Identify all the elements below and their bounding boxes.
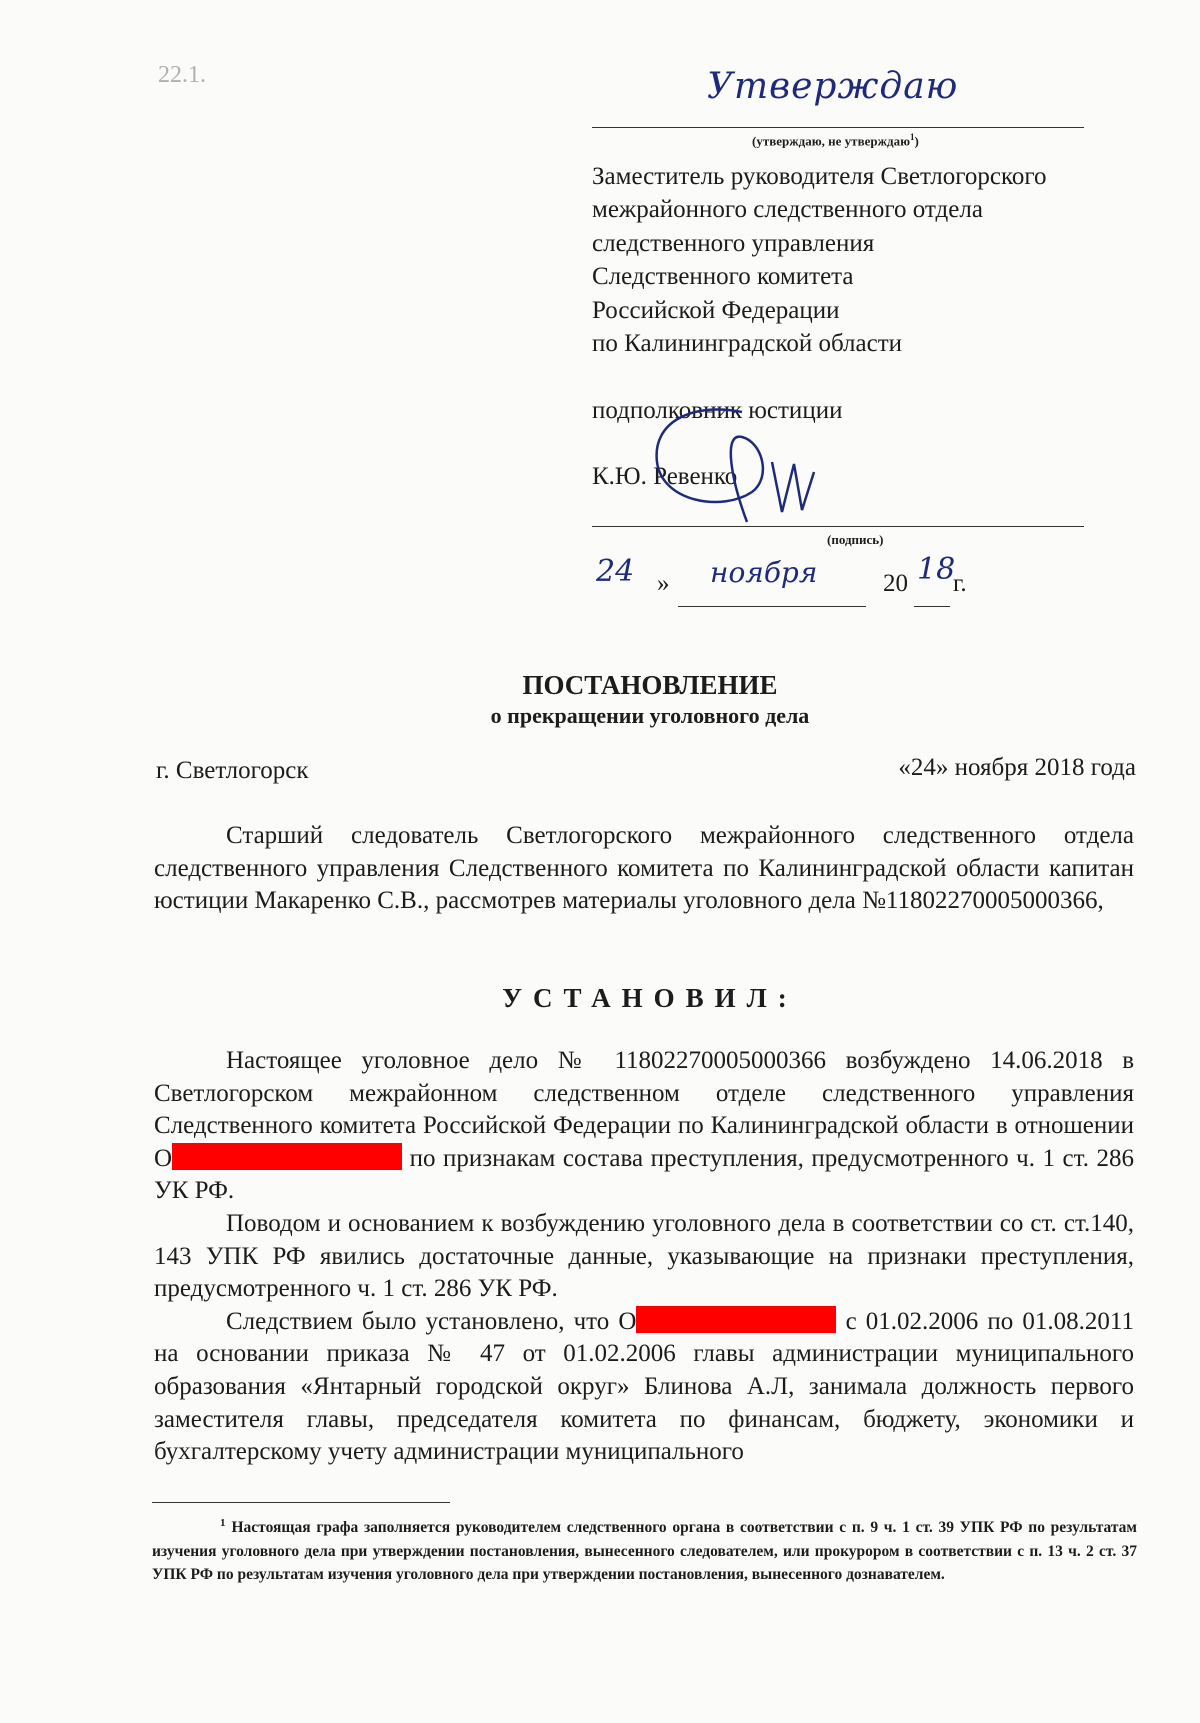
- signature-caption: (подпись): [827, 532, 884, 547]
- date-year-digits: 18: [917, 552, 956, 587]
- position-line: Российской Федерации: [592, 296, 840, 324]
- approver-rank: подполковник юстиции: [592, 397, 843, 424]
- paragraph: Поводом и основанием к возбуждению уголовного дела в соответствии со ст. ст.140, 143 УПК РФ явились достаточные данные, указывающие на признаки преступления, предусмотренного ч. 1 ст. 286 УК РФ.: [154, 1209, 1134, 1303]
- month-line: [678, 606, 866, 607]
- paragraph: Настоящее уголовное дело № 11802270005000366 возбуждено 14.06.2018 в Светлогорском межрайонном следственном отделе следственного управления Следственного комитета Российской Федерации по Калининградской области в отношении О по признакам состава преступления, предусмотренного ч. 1 ст. 286 УК РФ.: [154, 1047, 1134, 1205]
- document-title: ПОСТАНОВЛЕНИЕ: [522, 670, 778, 700]
- redaction-box: [172, 1143, 402, 1170]
- position-line: следственного управления: [592, 229, 875, 257]
- paragraph: Следствием было установлено, что О с 01.02.2006 по 01.08.2011 на основании приказа № 47 от 01.02.2006 главы администрации муниципального образования «Янтарный городской округ» Блинова А.Л, занимала должность первого заместителя главы, председателя комитета по финансам, бюджету, экономики и бухгалтерскому учету администрации муниципального: [154, 1307, 1134, 1466]
- approver-position: [592, 160, 1046, 360]
- approval-date: [592, 554, 1084, 614]
- document-date: «24» ноября 2018 года: [898, 754, 1136, 781]
- section-heading: УСТАНОВИЛ:: [502, 983, 798, 1013]
- date-day: 24: [596, 554, 635, 589]
- page-number: 22.1.: [158, 62, 206, 88]
- year-line: [914, 606, 950, 607]
- approver-name: К.Ю. Ревенко: [592, 463, 738, 490]
- city: г. Светлогорск: [156, 757, 309, 784]
- signature-icon: [622, 402, 842, 542]
- approval-handwritten-word: Утверждаю: [707, 66, 959, 107]
- document-subtitle: о прекращении уголовного дела: [490, 703, 810, 728]
- redaction-box: [636, 1306, 836, 1333]
- position-line: межрайонного следственного отдела: [592, 196, 983, 224]
- body-text: [154, 1045, 1134, 1469]
- signature-line: [592, 526, 1084, 527]
- date-quote: »: [657, 570, 670, 597]
- date-year-prefix: 20: [883, 570, 908, 597]
- approval-line: [592, 127, 1084, 128]
- footnote-separator: [152, 1502, 450, 1503]
- position-line: по Калининградской области: [592, 330, 903, 358]
- position-line: Следственного комитета: [592, 263, 854, 291]
- approval-caption: (утверждаю, не утверждаю$^1$): [752, 132, 919, 149]
- date-suffix: г.: [953, 570, 967, 597]
- footnote: $^1$ Настоящая графа заполняется руководителем следственного органа в соответствии с п. 9 ч. 1 ст. 39 УПК РФ по результатам изучения уголовного дела при утверждении постановления, вынесенного следователем, или прокурором в соответствии с п. 13 ч. 2 ст. 37 УПК РФ по результатам изучения уголовного дела при утверждении постановления, вынесенного дознавателем.: [152, 1517, 1137, 1584]
- intro-paragraph: Старший следователь Светлогорского межрайонного следственного отдела следственного управления Следственного комитета по Калининградской области капитан юстиции Макаренко С.В., рассмотрев материалы уголовного дела №11802270005000366,: [154, 822, 1134, 914]
- date-month: ноября: [710, 556, 818, 589]
- position-line: Заместитель руководителя Светлогорского: [592, 163, 1047, 190]
